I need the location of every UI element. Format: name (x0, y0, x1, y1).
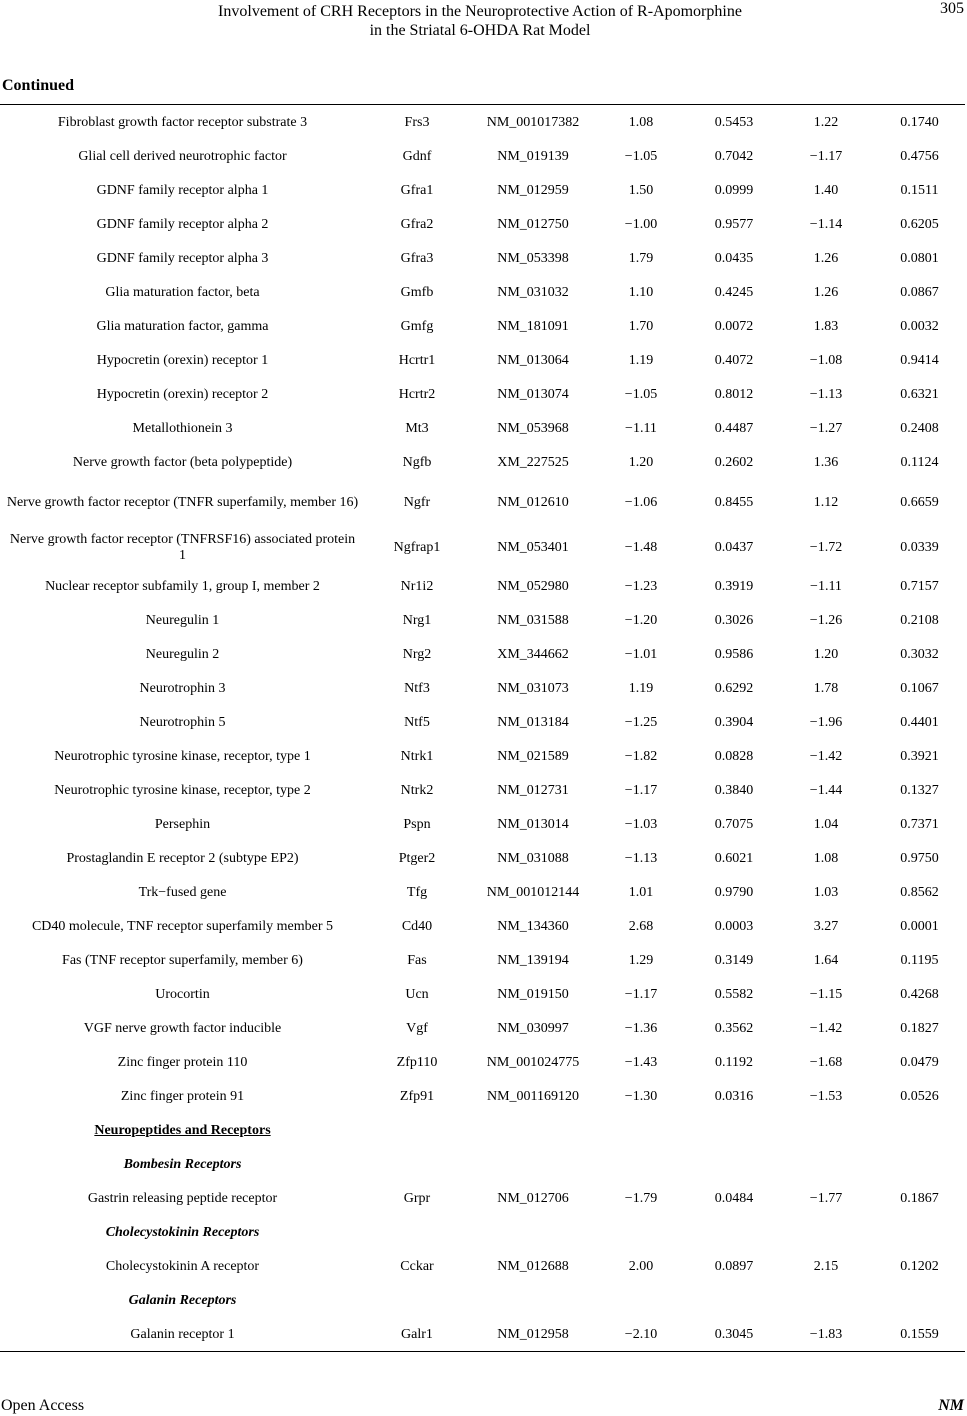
p-value-2-cell: 0.7157 (900, 579, 939, 594)
gene-name-cell: Neurotrophic tyrosine kinase, receptor, type 1 (54, 749, 311, 764)
accession-cell: NM_052980 (497, 579, 569, 594)
gene-symbol-cell: Ngfrap1 (393, 539, 441, 555)
fold-change-2-cell: 1.26 (813, 285, 839, 300)
gene-symbol-cell: Hcrtr2 (398, 387, 436, 402)
accession-cell: NM_013074 (497, 387, 569, 402)
p-value-2-cell: 0.4401 (900, 715, 939, 730)
fold-change-1-cell: −1.17 (624, 783, 658, 798)
section-heading-row (0, 1114, 967, 1148)
p-value-2-cell: 0.1867 (900, 1191, 939, 1206)
fold-change-2-cell: 2.15 (813, 1259, 839, 1274)
gene-symbol-cell: Ngfb (402, 455, 432, 470)
gene-name-cell: Glia maturation factor, gamma (96, 319, 269, 334)
table-row (0, 378, 967, 412)
table-row (0, 672, 967, 706)
fold-change-1-cell: −2.10 (624, 1327, 658, 1342)
table-row (0, 604, 967, 638)
fold-change-1-cell: −1.06 (624, 494, 658, 510)
footer-journal: NM (938, 1397, 964, 1414)
fold-change-2-cell: 1.83 (813, 319, 839, 334)
table-row (0, 480, 967, 525)
p-value-1-cell: 0.0828 (714, 749, 754, 764)
fold-change-1-cell: −1.36 (624, 1021, 658, 1036)
p-value-2-cell: 0.1827 (900, 1021, 939, 1036)
gene-name-cell: VGF nerve growth factor inducible (83, 1021, 282, 1036)
gene-name-cell: Glia maturation factor, beta (105, 285, 260, 300)
page-number: 305 (940, 0, 964, 17)
table-row (0, 944, 967, 978)
table-row (0, 570, 967, 604)
fold-change-2-cell: 1.26 (813, 251, 839, 266)
p-value-2-cell: 0.0339 (900, 539, 939, 555)
gene-symbol-cell: Hcrtr1 (398, 353, 436, 368)
fold-change-2-cell: 1.08 (813, 851, 839, 866)
p-value-1-cell: 0.7042 (714, 149, 754, 164)
fold-change-1-cell: −1.13 (624, 851, 658, 866)
gene-symbol-cell: Nrg1 (402, 613, 432, 628)
p-value-1-cell: 0.0484 (714, 1191, 754, 1206)
table-row (0, 412, 967, 446)
fold-change-2-cell: −1.17 (809, 149, 843, 164)
gene-name-cell: Nuclear receptor subfamily 1, group I, member 2 (45, 579, 320, 594)
table-row (0, 740, 967, 774)
fold-change-1-cell: −1.20 (624, 613, 658, 628)
p-value-2-cell: 0.1202 (900, 1259, 939, 1274)
gene-symbol-cell: Nr1i2 (400, 579, 434, 594)
gene-symbol-cell: Ptger2 (398, 851, 436, 866)
p-value-2-cell: 0.3032 (900, 647, 939, 662)
accession-cell: NM_001024775 (486, 1055, 580, 1070)
fold-change-1-cell: −1.05 (624, 149, 658, 164)
gene-name-cell: Metallothionein 3 (132, 421, 233, 436)
table-row (0, 910, 967, 944)
fold-change-2-cell: −1.15 (809, 987, 843, 1002)
p-value-2-cell: 0.4756 (900, 149, 939, 164)
p-value-2-cell: 0.2408 (900, 421, 939, 436)
accession-cell: NM_012610 (497, 494, 569, 510)
accession-cell: NM_001012144 (486, 885, 580, 900)
gene-name-cell: Cholecystokinin A receptor (105, 1259, 260, 1274)
p-value-1-cell: 0.4072 (714, 353, 754, 368)
p-value-2-cell: 0.0001 (900, 919, 939, 934)
gene-symbol-cell: Ntf3 (404, 681, 430, 696)
fold-change-2-cell: −1.77 (809, 1191, 843, 1206)
fold-change-2-cell: −1.83 (809, 1327, 843, 1342)
gene-name-cell: Persephin (154, 817, 211, 832)
gene-name-cell: CD40 molecule, TNF receptor superfamily member 5 (31, 919, 334, 934)
p-value-2-cell: 0.1740 (900, 115, 939, 130)
fold-change-2-cell: −1.08 (809, 353, 843, 368)
gene-name-cell: GDNF family receptor alpha 2 (96, 217, 269, 232)
accession-cell: XM_227525 (497, 455, 569, 470)
gene-symbol-cell: Ucn (405, 987, 429, 1002)
table-row (0, 1182, 967, 1216)
gene-name-cell: Nerve growth factor receptor (TNFR superfamily, member 16) (6, 494, 359, 510)
fold-change-1-cell: −1.11 (625, 421, 657, 436)
table-row (0, 1012, 967, 1046)
p-value-1-cell: 0.3562 (714, 1021, 754, 1036)
p-value-1-cell: 0.2602 (714, 455, 754, 470)
gene-name-cell: Zinc finger protein 91 (120, 1089, 245, 1104)
p-value-2-cell: 0.0526 (900, 1089, 939, 1104)
p-value-1-cell: 0.1192 (715, 1055, 753, 1070)
gene-name-cell: Neurotrophin 5 (139, 715, 226, 730)
fold-change-1-cell: 1.10 (628, 285, 654, 300)
table-row (0, 106, 967, 140)
accession-cell: NM_053968 (497, 421, 569, 436)
gene-symbol-cell: Zfp91 (399, 1089, 435, 1104)
fold-change-2-cell: −1.96 (809, 715, 843, 730)
gene-symbol-cell: Mt3 (405, 421, 429, 436)
accession-cell: NM_053398 (497, 251, 569, 266)
page-header (0, 0, 967, 44)
gene-symbol-cell: Ntrk1 (400, 749, 434, 764)
fold-change-2-cell: −1.13 (809, 387, 843, 402)
gene-symbol-cell: Gdnf (402, 149, 432, 164)
accession-cell: XM_344662 (497, 647, 569, 662)
fold-change-1-cell: −1.30 (624, 1089, 658, 1104)
gene-name-cell: GDNF family receptor alpha 3 (96, 251, 269, 266)
table-row (0, 774, 967, 808)
p-value-1-cell: 0.0897 (714, 1259, 754, 1274)
gene-table (0, 106, 967, 1352)
p-value-2-cell: 0.9414 (900, 353, 939, 368)
p-value-1-cell: 0.0437 (714, 539, 754, 555)
table-row (0, 276, 967, 310)
fold-change-2-cell: 1.03 (813, 885, 839, 900)
fold-change-1-cell: −1.48 (624, 539, 658, 555)
gene-symbol-cell: Gfra1 (400, 183, 434, 198)
p-value-2-cell: 0.3921 (900, 749, 939, 764)
accession-cell: NM_134360 (497, 919, 569, 934)
table-row (0, 978, 967, 1012)
table-row (0, 876, 967, 910)
p-value-2-cell: 0.6321 (900, 387, 939, 402)
accession-cell: NM_012750 (497, 217, 569, 232)
gene-name-cell: Urocortin (155, 987, 210, 1002)
p-value-1-cell: 0.8012 (714, 387, 754, 402)
fold-change-2-cell: −1.42 (809, 749, 843, 764)
fold-change-1-cell: 1.29 (628, 953, 654, 968)
gene-symbol-cell: Gfra3 (400, 251, 434, 266)
gene-name-cell: Hypocretin (orexin) receptor 2 (96, 387, 269, 402)
fold-change-1-cell: −1.00 (624, 217, 658, 232)
gene-symbol-cell: Gfra2 (400, 217, 434, 232)
gene-symbol-cell: Tfg (406, 885, 428, 900)
gene-name-cell: GDNF family receptor alpha 1 (96, 183, 269, 198)
fold-change-2-cell: −1.27 (809, 421, 843, 436)
accession-cell: NM_019139 (497, 149, 569, 164)
gene-symbol-cell: Gmfb (400, 285, 434, 300)
p-value-2-cell: 0.1195 (900, 953, 939, 968)
p-value-2-cell: 0.1327 (900, 783, 939, 798)
fold-change-2-cell: 1.04 (813, 817, 839, 832)
subsection-heading-row (0, 1216, 967, 1250)
p-value-2-cell: 0.0801 (900, 251, 939, 266)
gene-symbol-cell: Pspn (403, 817, 431, 832)
footer-open-access: Open Access (1, 1397, 85, 1414)
accession-cell: NM_021589 (497, 749, 569, 764)
p-value-2-cell: 0.1124 (900, 455, 939, 470)
accession-cell: NM_012706 (497, 1191, 569, 1206)
accession-cell: NM_013014 (497, 817, 569, 832)
fold-change-1-cell: 2.68 (628, 919, 654, 934)
gene-name-cell: Glial cell derived neurotrophic factor (78, 149, 287, 164)
p-value-2-cell: 0.7371 (900, 817, 939, 832)
gene-name-cell: Gastrin releasing peptide receptor (87, 1191, 278, 1206)
accession-cell: NM_001017382 (486, 115, 580, 130)
fold-change-2-cell: −1.53 (809, 1089, 843, 1104)
p-value-1-cell: 0.6292 (714, 681, 754, 696)
gene-symbol-cell: Vgf (406, 1021, 428, 1036)
gene-symbol-cell: Cd40 (401, 919, 433, 934)
fold-change-1-cell: −1.05 (624, 387, 658, 402)
p-value-1-cell: 0.3919 (714, 579, 754, 594)
accession-cell: NM_031073 (497, 681, 569, 696)
accession-cell: NM_013184 (497, 715, 569, 730)
fold-change-2-cell: −1.68 (809, 1055, 843, 1070)
p-value-2-cell: 0.8562 (900, 885, 939, 900)
p-value-2-cell: 0.1559 (900, 1327, 939, 1342)
fold-change-2-cell: 1.64 (813, 953, 839, 968)
accession-cell: NM_031032 (497, 285, 569, 300)
fold-change-1-cell: −1.25 (624, 715, 658, 730)
gene-symbol-cell: Ngfr (403, 494, 431, 510)
fold-change-2-cell: −1.11 (810, 579, 842, 594)
table-bottom-rule (0, 1351, 965, 1352)
gene-symbol-cell: Ntf5 (404, 715, 430, 730)
fold-change-1-cell: 1.50 (628, 183, 654, 198)
gene-name-cell: Neurotrophic tyrosine kinase, receptor, type 2 (54, 783, 311, 798)
fold-change-1-cell: 2.00 (628, 1259, 654, 1274)
gene-symbol-cell: Nrg2 (402, 647, 432, 662)
fold-change-1-cell: −1.43 (624, 1055, 658, 1070)
p-value-2-cell: 0.2108 (900, 613, 939, 628)
fold-change-1-cell: 1.70 (628, 319, 654, 334)
p-value-1-cell: 0.3840 (714, 783, 754, 798)
gene-name-cell: Nerve growth factor receptor (TNFRSF16) associated protein 1 (9, 531, 356, 563)
fold-change-2-cell: 1.20 (813, 647, 839, 662)
gene-name-cell: Neurotrophin 3 (139, 681, 226, 696)
table-row (0, 140, 967, 174)
table-row (0, 446, 967, 480)
continued-label: Continued (2, 77, 75, 94)
fold-change-1-cell: 1.08 (628, 115, 654, 130)
gene-symbol-cell: Cckar (400, 1259, 434, 1274)
subsection-heading-row (0, 1148, 967, 1182)
table-row (0, 808, 967, 842)
p-value-2-cell: 0.4268 (900, 987, 939, 1002)
gene-name-cell: Hypocretin (orexin) receptor 1 (96, 353, 269, 368)
table-row (0, 1250, 967, 1284)
fold-change-2-cell: 1.12 (813, 494, 839, 510)
fold-change-2-cell: −1.26 (809, 613, 843, 628)
fold-change-2-cell: 1.22 (813, 115, 839, 130)
fold-change-2-cell: −1.72 (809, 539, 843, 555)
gene-name-cell: Zinc finger protein 110 (117, 1055, 248, 1070)
gene-name-cell: Fas (TNF receptor superfamily, member 6) (62, 953, 303, 968)
p-value-2-cell: 0.9750 (900, 851, 939, 866)
fold-change-1-cell: −1.17 (624, 987, 658, 1002)
p-value-1-cell: 0.9790 (714, 885, 754, 900)
gene-symbol-cell: Frs3 (404, 115, 430, 130)
p-value-1-cell: 0.4487 (714, 421, 754, 436)
gene-symbol-cell: Fas (407, 953, 427, 968)
table-row (0, 242, 967, 276)
table-row (0, 310, 967, 344)
table-row (0, 1318, 967, 1352)
fold-change-1-cell: −1.01 (624, 647, 658, 662)
table-row (0, 344, 967, 378)
fold-change-1-cell: −1.82 (624, 749, 658, 764)
fold-change-1-cell: −1.23 (624, 579, 658, 594)
subsection-heading: Cholecystokinin Receptors (105, 1225, 260, 1240)
subsection-heading: Bombesin Receptors (123, 1157, 242, 1172)
p-value-2-cell: 0.0479 (900, 1055, 939, 1070)
section-heading: Neuropeptides and Receptors (94, 1123, 271, 1138)
accession-cell: NM_019150 (497, 987, 569, 1002)
fold-change-1-cell: −1.03 (624, 817, 658, 832)
accession-cell: NM_031588 (497, 613, 569, 628)
p-value-2-cell: 0.1067 (900, 681, 939, 696)
fold-change-2-cell: 1.40 (813, 183, 839, 198)
gene-name-cell: Neuregulin 1 (145, 613, 220, 628)
gene-name-cell: Nerve growth factor (beta polypeptide) (72, 455, 293, 470)
accession-cell: NM_001169120 (486, 1089, 580, 1104)
p-value-1-cell: 0.7075 (714, 817, 754, 832)
p-value-1-cell: 0.3904 (714, 715, 754, 730)
accession-cell: NM_012959 (497, 183, 569, 198)
accession-cell: NM_013064 (497, 353, 569, 368)
p-value-2-cell: 0.6659 (900, 494, 939, 510)
gene-symbol-cell: Ntrk2 (400, 783, 434, 798)
table-row (0, 706, 967, 740)
accession-cell: NM_030997 (497, 1021, 569, 1036)
p-value-1-cell: 0.6021 (714, 851, 754, 866)
fold-change-1-cell: 1.79 (628, 251, 654, 266)
accession-cell: NM_012688 (497, 1259, 569, 1274)
gene-symbol-cell: Galr1 (401, 1327, 433, 1342)
p-value-1-cell: 0.5582 (714, 987, 754, 1002)
running-title-line-1: Involvement of CRH Receptors in the Neuroprotective Action of R-Apomorphine (218, 3, 742, 20)
p-value-1-cell: 0.3149 (714, 953, 754, 968)
gene-name-cell: Fibroblast growth factor receptor substrate 3 (57, 115, 308, 130)
p-value-1-cell: 0.3026 (714, 613, 754, 628)
table-row (0, 174, 967, 208)
fold-change-2-cell: −1.14 (809, 217, 843, 232)
gene-name-cell: Prostaglandin E receptor 2 (subtype EP2) (66, 851, 299, 866)
p-value-1-cell: 0.9577 (714, 217, 754, 232)
accession-cell: NM_181091 (497, 319, 569, 334)
fold-change-1-cell: 1.19 (628, 353, 654, 368)
p-value-1-cell: 0.0999 (714, 183, 754, 198)
accession-cell: NM_053401 (497, 539, 569, 555)
p-value-1-cell: 0.0072 (714, 319, 754, 334)
table-row (0, 1080, 967, 1114)
p-value-1-cell: 0.5453 (714, 115, 754, 130)
p-value-2-cell: 0.0867 (900, 285, 939, 300)
table-row (0, 1046, 967, 1080)
p-value-2-cell: 0.6205 (900, 217, 939, 232)
p-value-1-cell: 0.0003 (714, 919, 754, 934)
p-value-1-cell: 0.3045 (714, 1327, 754, 1342)
fold-change-2-cell: −1.44 (809, 783, 843, 798)
fold-change-2-cell: 1.36 (813, 455, 839, 470)
running-title-line-2: in the Striatal 6-OHDA Rat Model (369, 22, 591, 39)
table-row (0, 208, 967, 242)
subsection-heading: Galanin Receptors (128, 1293, 237, 1308)
p-value-1-cell: 0.4245 (714, 285, 754, 300)
fold-change-1-cell: 1.20 (628, 455, 654, 470)
table-row (0, 638, 967, 672)
accession-cell: NM_012731 (497, 783, 569, 798)
accession-cell: NM_012958 (497, 1327, 569, 1342)
subsection-heading-row (0, 1284, 967, 1318)
p-value-2-cell: 0.1511 (900, 183, 939, 198)
gene-name-cell: Galanin receptor 1 (130, 1327, 235, 1342)
table-top-rule (0, 104, 965, 105)
p-value-1-cell: 0.0435 (714, 251, 754, 266)
fold-change-2-cell: 1.78 (813, 681, 839, 696)
accession-cell: NM_031088 (497, 851, 569, 866)
p-value-1-cell: 0.9586 (714, 647, 754, 662)
table-row (0, 525, 967, 570)
fold-change-1-cell: −1.79 (624, 1191, 658, 1206)
fold-change-1-cell: 1.01 (628, 885, 654, 900)
gene-name-cell: Neuregulin 2 (145, 647, 220, 662)
running-title (160, 2, 800, 40)
gene-name-cell: Trk−fused gene (138, 885, 227, 900)
p-value-1-cell: 0.8455 (714, 494, 754, 510)
gene-symbol-cell: Gmfg (400, 319, 434, 334)
fold-change-2-cell: −1.42 (809, 1021, 843, 1036)
p-value-1-cell: 0.0316 (714, 1089, 754, 1104)
gene-symbol-cell: Grpr (403, 1191, 431, 1206)
gene-symbol-cell: Zfp110 (396, 1055, 438, 1070)
fold-change-1-cell: 1.19 (628, 681, 654, 696)
fold-change-2-cell: 3.27 (813, 919, 839, 934)
p-value-2-cell: 0.0032 (900, 319, 939, 334)
table-row (0, 842, 967, 876)
accession-cell: NM_139194 (497, 953, 569, 968)
